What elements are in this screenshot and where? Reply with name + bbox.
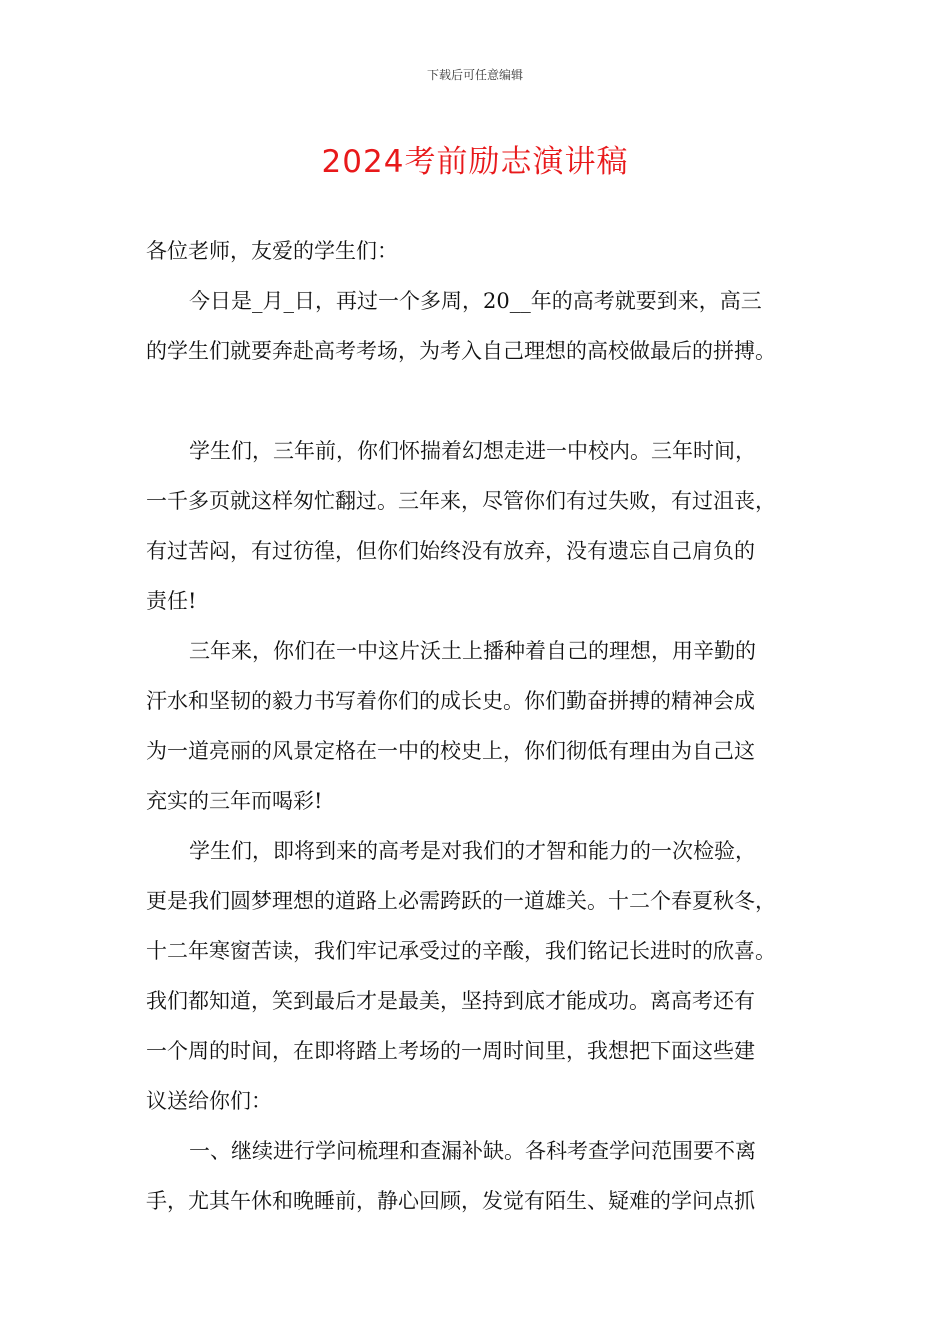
page-header-note: 下载后可任意编辑 (426, 68, 523, 82)
text-line: 为一道亮丽的风景定格在一中的校史上，你们彻低有理由为自己这 (146, 739, 755, 763)
text-line: 汗水和坚韧的毅力书写着你们的成长史。你们勤奋拼搏的精神会成 (146, 689, 755, 713)
salutation-line: 各位老师，友爱的学生们： (146, 239, 398, 263)
text-line: 今日是_月_日，再过一个多周，20__年的高考就要到来，高三 (189, 289, 762, 313)
text-line: 充实的三年而喝彩! (146, 789, 323, 813)
text-line: 更是我们圆梦理想的道路上必需跨跃的一道雄关。十二个春夏秋冬， (146, 889, 776, 913)
document-title: 2024考前励志演讲稿 (321, 144, 629, 180)
text-line: 我们都知道，笑到最后才是最美，坚持到底才能成功。离高考还有 (146, 989, 755, 1013)
text-line: 学生们，即将到来的高考是对我们的才智和能力的一次检验， (189, 839, 756, 863)
paragraph-1 (146, 276, 806, 376)
document-body (146, 226, 806, 1226)
text-line: 议送给你们： (146, 1089, 272, 1113)
text-line: 一、继续进行学问梳理和查漏补缺。各科考查学问范围要不离 (189, 1139, 756, 1163)
paragraph-3 (146, 626, 806, 826)
text-line: 一个周的时间，在即将踏上考场的一周时间里，我想把下面这些建 (146, 1039, 755, 1063)
paragraph-4 (146, 826, 806, 1126)
text-line: 学生们，三年前，你们怀揣着幻想走进一中校内。三年时间， (189, 439, 756, 463)
paragraph-5 (146, 1126, 806, 1226)
salutation (146, 226, 806, 276)
paragraph-2 (146, 426, 806, 626)
text-line: 的学生们就要奔赴高考考场，为考入自己理想的高校做最后的拼搏。 (146, 339, 776, 363)
paragraph-spacer (146, 376, 806, 426)
text-line: 责任! (146, 589, 197, 613)
text-line: 一千多页就这样匆忙翻过。三年来，尽管你们有过失败，有过沮丧， (146, 489, 776, 513)
text-line: 有过苦闷，有过彷徨，但你们始终没有放弃，没有遗忘自己肩负的 (146, 539, 755, 563)
text-line: 三年来，你们在一中这片沃土上播种着自己的理想，用辛勤的 (189, 639, 756, 663)
text-line: 手，尤其午休和晚睡前，静心回顾，发觉有陌生、疑难的学问点抓 (146, 1189, 755, 1213)
text-line: 十二年寒窗苦读，我们牢记承受过的辛酸，我们铭记长进时的欣喜。 (146, 939, 776, 963)
